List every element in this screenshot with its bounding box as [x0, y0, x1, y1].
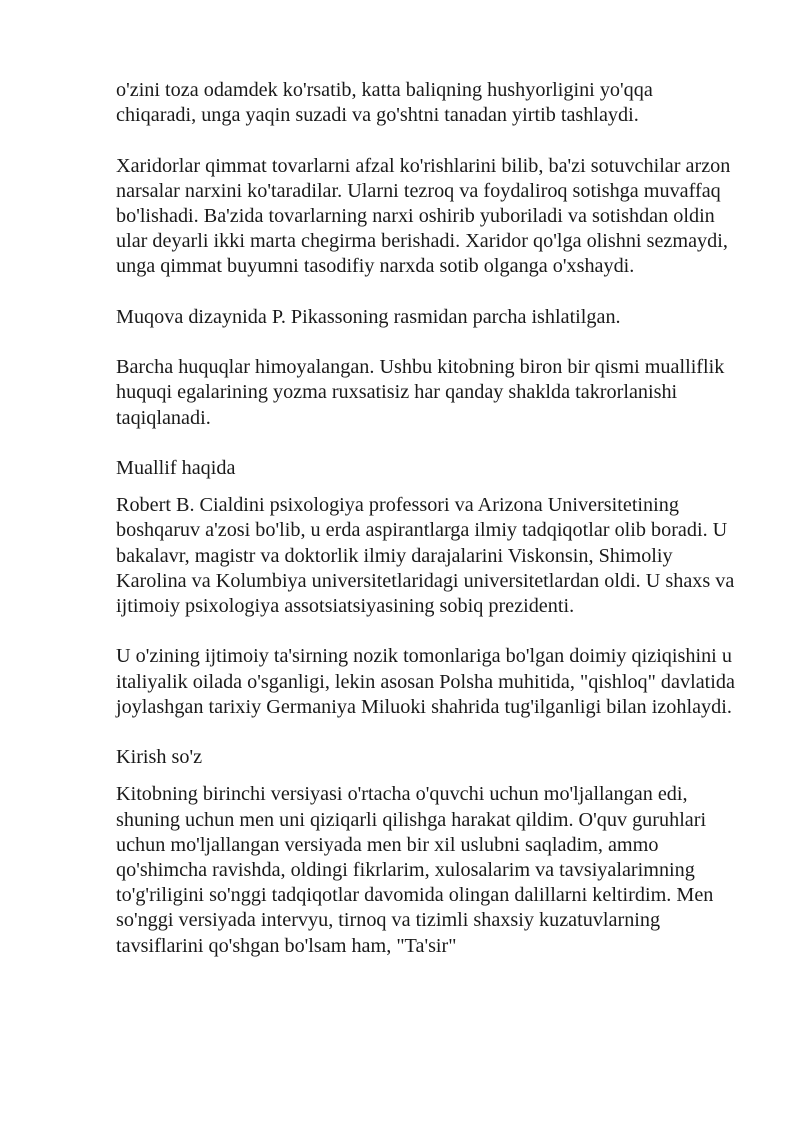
section-heading-introduction: Kirish so'z	[116, 746, 203, 769]
paragraph-buyers-pricing: Xaridorlar qimmat tovarlarni afzal ko'rishlarini bilib, ba'zi sotuvchilar arzon narsalar narxini ko'taradilar. Ularni tezroq va foydaliroq sotishga muvaffaq bo'lishadi. Ba'zida tovarlarning narxi oshirib yuboriladi va sotishdan oldin ular deyarli ikki marta chegirma berishadi. Xaridor qo'lga olishni sezmaydi, unga qimmat buyumni tasodifiy narxda sotib olganga o'xshaydi.	[116, 154, 731, 278]
paragraph-introduction: Kitobning birinchi versiyasi o'rtacha o'quvchi uchun mo'ljallangan edi, shuning uchun men uni qiziqarli qilishga harakat qildim. O'quv guruhlari uchun mo'ljallangan versiyada men bir xil uslubni saqladim, ammo qo'shimcha ravishda, oldingi fikrlarim, xulosalarim va tavsiyalarimning to'g'riligini so'nggi tadqiqotlar davomida olingan dalillarni keltirdim. Men so'nggi versiyada intervyu, tirnoq va tizimli shaxsiy kuzatuvlarning tavsiflarini qo'shgan bo'lsam ham, "Ta'sir"	[116, 783, 714, 957]
paragraph-fish-analogy: o'zini toza odamdek ko'rsatib, katta baliqning hushyorligini yo'qqa chiqaradi, unga yaqin suzadi va go'shtni tanadan yirtib tashlaydi.	[116, 79, 653, 127]
paragraph-copyright: Barcha huquqlar himoyalangan. Ushbu kitobning biron bir qismi mualliflik huquqi egalarining yozma ruxsatisiz har qanday shaklda takrorlanishi taqiqlanadi.	[116, 356, 725, 429]
section-heading-about-author: Muallif haqida	[116, 456, 236, 479]
document-page	[116, 78, 736, 984]
paragraph-author-origins: U o'zining ijtimoiy ta'sirning nozik tomonlariga bo'lgan doimiy qiziqishini u italiyalik oilada o'sganligi, lekin asosan Polsha muhitida, "qishloq" davlatida joylashgan tarixiy Germaniya Miluoki shahrida tug'ilganligi bilan izohlaydi.	[116, 645, 735, 718]
paragraph-author-bio: Robert B. Cialdini psixologiya professori va Arizona Universitetining boshqaruv a'zosi bo'lib, u erda aspirantlarga ilmiy tadqiqotlar olib boradi. U bakalavr, magistr va doktorlik ilmiy darajalarini Viskonsin, Shimoliy Karolina va Kolumbiya universitetlaridagi universitetlardan oldi. U shaxs va ijtimoiy psixologiya assotsiatsiyasining sobiq prezidenti.	[116, 494, 735, 617]
paragraph-cover-design: Muqova dizaynida P. Pikassoning rasmidan parcha ishlatilgan.	[116, 305, 621, 328]
